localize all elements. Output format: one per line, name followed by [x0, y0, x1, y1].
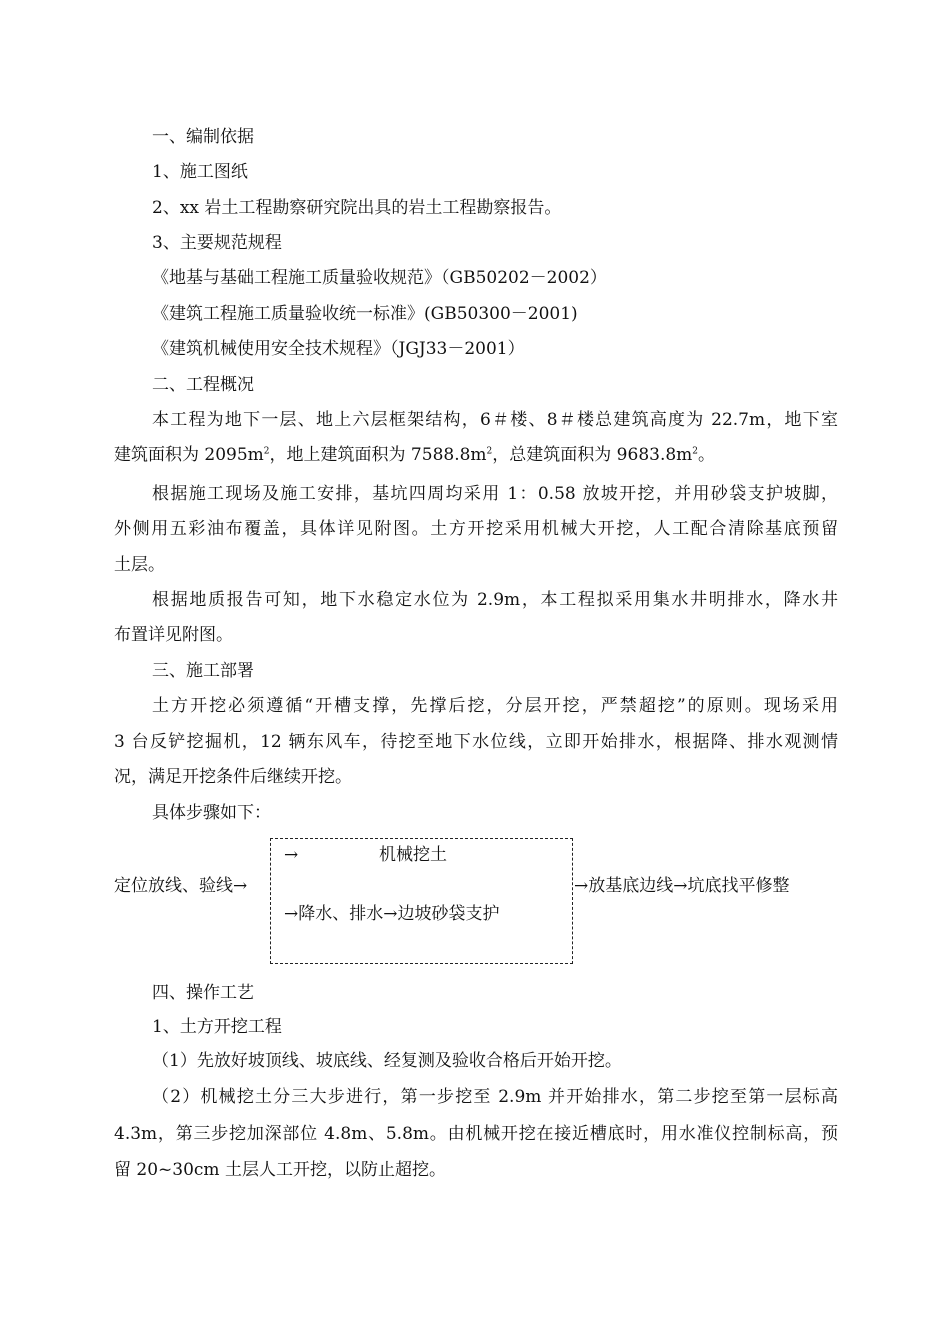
section-4-item-1: 1、土方开挖工程: [152, 1017, 282, 1037]
overview-line-2: [114, 445, 838, 465]
section-4-title: 四、操作工艺: [152, 983, 254, 1003]
flow-step-positioning: 定位放线、验线→: [114, 876, 248, 896]
standard-2: 《建筑工程施工质量验收统一标准》(GB50300－2001): [152, 304, 578, 324]
site-line-2: 外侧用五彩油布覆盖，具体详见附图。土方开挖采用机械大开挖，人工配合清除基底预留: [114, 519, 838, 539]
area-above: ，地上建筑面积为 7588.8m: [269, 445, 487, 465]
deploy-line-1: 土方开挖必须遵循“开槽支撑，先撑后挖，分层开挖，严禁超挖”的原则。现场采用: [152, 696, 838, 716]
geology-line-1: 根据地质报告可知，地下水稳定水位为 2.9m，本工程拟采用集水井明排水，降水井: [152, 590, 838, 610]
site-line-3: 土层。: [114, 555, 165, 575]
superscript: 2: [486, 446, 493, 457]
superscript: 2: [692, 446, 699, 457]
operation-1: （1）先放好坡顶线、坡底线、经复测及验收合格后开始开挖。: [152, 1051, 622, 1071]
standard-3: 《建筑机械使用安全技术规程》（JGJ33－2001）: [152, 339, 525, 359]
flow-step-finish: →放基底边线→坑底找平修整: [574, 876, 790, 896]
deploy-line-2: 3 台反铲挖掘机，12 辆东风车，待挖至地下水位线，立即开始排水，根据降、排水观测情: [114, 732, 838, 752]
site-line-1: 根据施工现场及施工安排，基坑四周均采用 1：0.58 放坡开挖，并用砂袋支护坡脚，: [152, 484, 838, 504]
flow-step-dewatering: →降水、排水→边坡砂袋支护: [284, 904, 500, 924]
flow-arrow-icon: →: [284, 845, 299, 865]
geology-line-2: 布置详见附图。: [114, 625, 233, 645]
section-2-title: 二、工程概况: [152, 375, 254, 395]
section-1-item-2: 2、xx 岩土工程勘察研究院出具的岩土工程勘察报告。: [152, 198, 562, 218]
area-total: ，总建筑面积为 9683.8m: [492, 445, 693, 465]
operation-2-line-3: 留 20~30cm 土层人工开挖，以防止超挖。: [114, 1160, 446, 1180]
area-basement: 建筑面积为 2095m: [114, 445, 264, 465]
section-3-title: 三、施工部署: [152, 661, 254, 681]
superscript: 2: [263, 446, 270, 457]
period: 。: [698, 445, 716, 465]
section-1-item-1: 1、施工图纸: [152, 162, 248, 182]
flow-step-excavation: 机械挖土: [379, 845, 447, 865]
deploy-line-3: 况，满足开挖条件后继续开挖。: [114, 767, 352, 787]
section-1-item-3: 3、主要规范规程: [152, 233, 282, 253]
section-1-title: 一、编制依据: [152, 127, 254, 147]
steps-intro: 具体步骤如下：: [152, 803, 271, 823]
operation-2-line-1: （2）机械挖土分三大步进行，第一步挖至 2.9m 并开始排水，第二步挖至第一层标高: [152, 1087, 838, 1107]
standard-1: 《地基与基础工程施工质量验收规范》（GB50202－2002）: [152, 268, 607, 288]
operation-2-line-2: 4.3m，第三步挖加深部位 4.8m、5.8m。由机械开挖在接近槽底时，用水准仪控制标高，预: [114, 1124, 838, 1144]
overview-line-1: 本工程为地下一层、地上六层框架结构，6＃楼、8＃楼总建筑高度为 22.7m，地下室: [152, 410, 838, 430]
